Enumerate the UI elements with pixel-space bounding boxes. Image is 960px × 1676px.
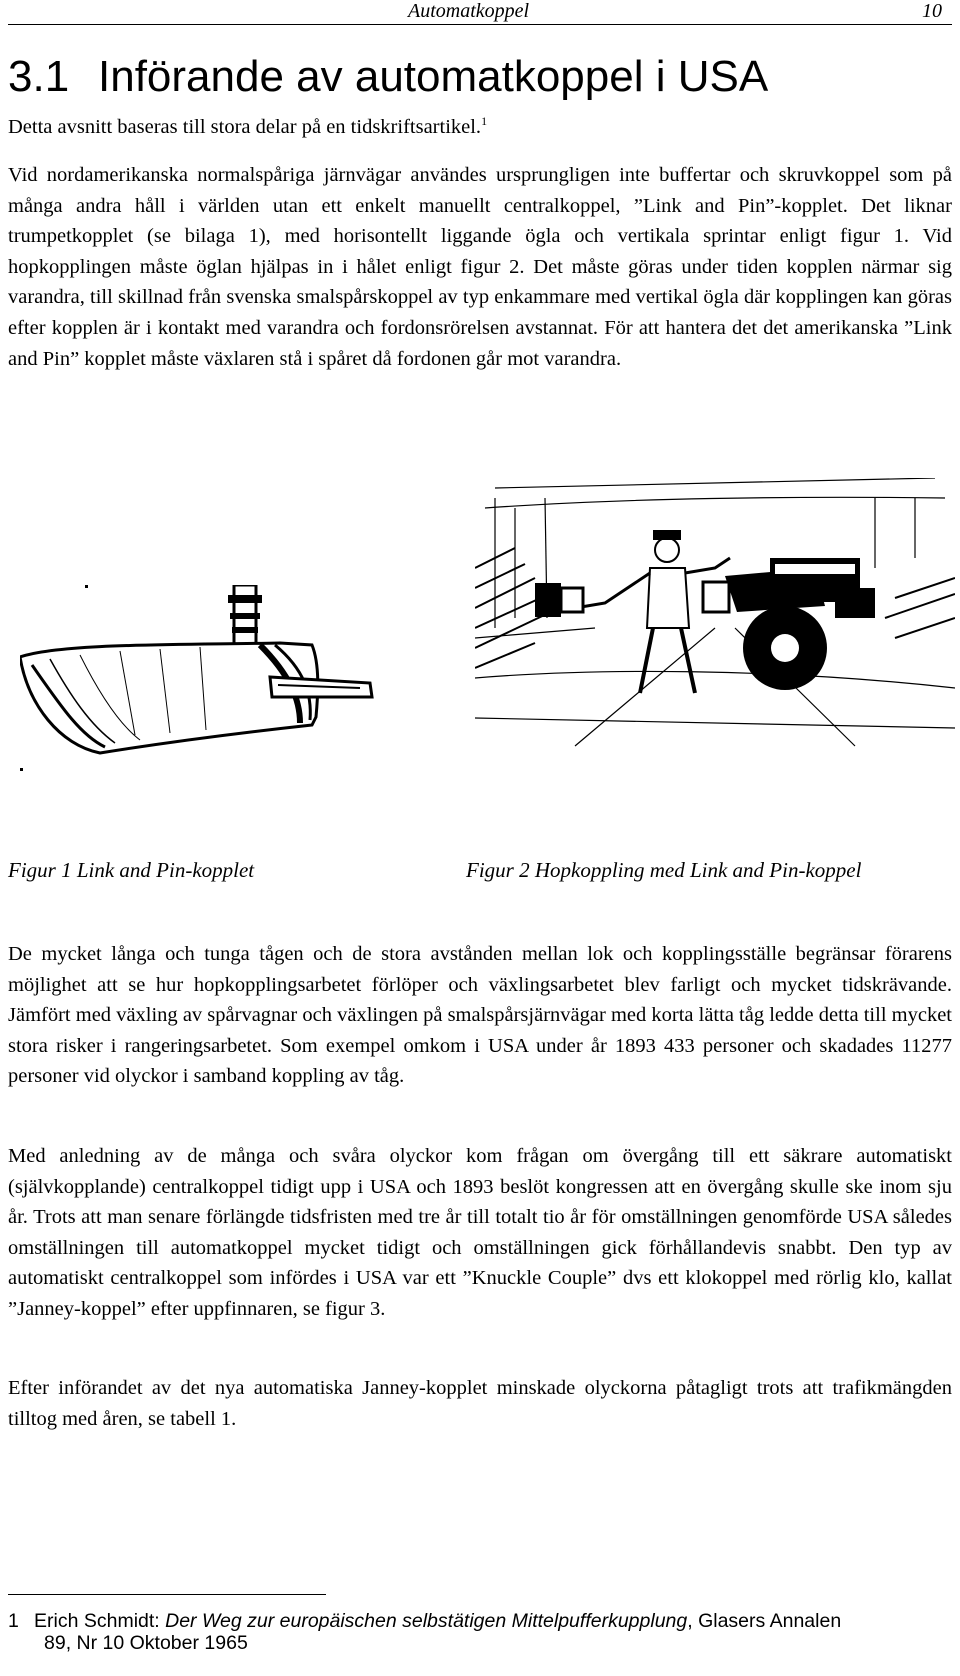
link-and-pin-coupler-illustration <box>20 585 440 775</box>
running-title: Automatkoppel <box>408 0 530 22</box>
body-paragraph: Med anledning av de många och svåra olyckor kom frågan om övergång till ett säkrare automatiskt (självkopplande) centralkoppel tidigt upp i USA och 1893 beslöt kongressen att en övergång skulle ske inom sju år. Trots att man senare förlängde tidsfristen med tre år till totalt tio år för omställningen genomförde USA således omställningen till automatkoppel mycket tidigt och omställningen gick förhållandevis snabbt. Den typ av automatiskt centralkoppel som infördes i USA var ett ”Knuckle Couple” dvs ett klokoppel med rörlig klo, kallat ”Janney-koppel” efter uppfinnaren, se figur 3. <box>8 1145 952 1320</box>
body-paragraph: De mycket långa och tunga tågen och de stora avstånden mellan lok och kopplingsställe begränsar förarens möjlighet att se hur hopkopplingsarbetet förlöper och växlingsarbetet blev farligt och mycket tidskrävande. Jämfört med växling av spårvagnar och växlingen på smalspårsjärnvägar med korta lätta tåg ledde detta till mycket stora risker i rangeringsarbetet. Som exempel omkom i USA under år 1893 433 personer och skadades 11277 personer vid olyckor i samband koppling av tåg. <box>8 943 952 1088</box>
footnote-author: Erich Schmidt: <box>34 1610 166 1632</box>
coupling-scene-illustration <box>475 478 955 748</box>
footnote <box>8 1610 952 1654</box>
figure-1-caption: Figur 1 Link and Pin-kopplet <box>8 858 255 882</box>
section-title: Införande av automatkoppel i USA <box>98 52 769 101</box>
footnote-separator <box>8 1594 326 1595</box>
section-number: 3.1 <box>8 52 70 101</box>
intro-text: Detta avsnitt baseras till stora delar på en tidskriftsartikel. <box>8 116 482 138</box>
footnote-work-title: Der Weg zur europäischen selbstätigen Mittelpufferkupplung <box>165 1610 688 1632</box>
footnote-line <box>8 1610 952 1632</box>
page-header <box>8 0 952 25</box>
section-heading <box>8 52 768 102</box>
body-paragraph: Vid nordamerikanska normalspåriga järnvägar användes ursprungligen inte buffertar och skruvkoppel som på många andra håll i världen utan ett enkelt manuellt centralkoppel, ”Link and Pin”-kopplet. Det liknar trumpetkopplet (se bilaga 1), med horisontellt liggande ögla och vertikala sprintar enligt figur 1. Vid hopkopplingen måste öglan hjälpas in i hålet enligt figur 2. Det måste göras under tiden kopplen närmar sig varandra, till skillnad från svenska smalspårskoppel av typ enkammare med vertikal ögla där kopplingen kan göras efter kopplen är i kontakt med varandra och fordonsrörelsen avstannat. För att hantera det det amerikanska ”Link and Pin” kopplet måste växlaren stå i spåret då fordonen går mot varandra. <box>8 164 952 370</box>
footnote-source: , Glasers Annalen <box>687 1610 842 1632</box>
page-number: 10 <box>922 0 942 22</box>
footnote-number: 1 <box>8 1610 19 1632</box>
figure-2-caption: Figur 2 Hopkoppling med Link and Pin-koppel <box>466 858 862 882</box>
footnote-continuation: 89, Nr 10 Oktober 1965 <box>44 1632 248 1654</box>
intro-paragraph <box>8 112 952 143</box>
footnote-ref: 1 <box>481 114 488 129</box>
body-paragraph: Efter införandet av det nya automatiska Janney-kopplet minskade olyckorna påtagligt trots att trafikmängden tilltog med åren, se tabell 1. <box>8 1377 952 1430</box>
